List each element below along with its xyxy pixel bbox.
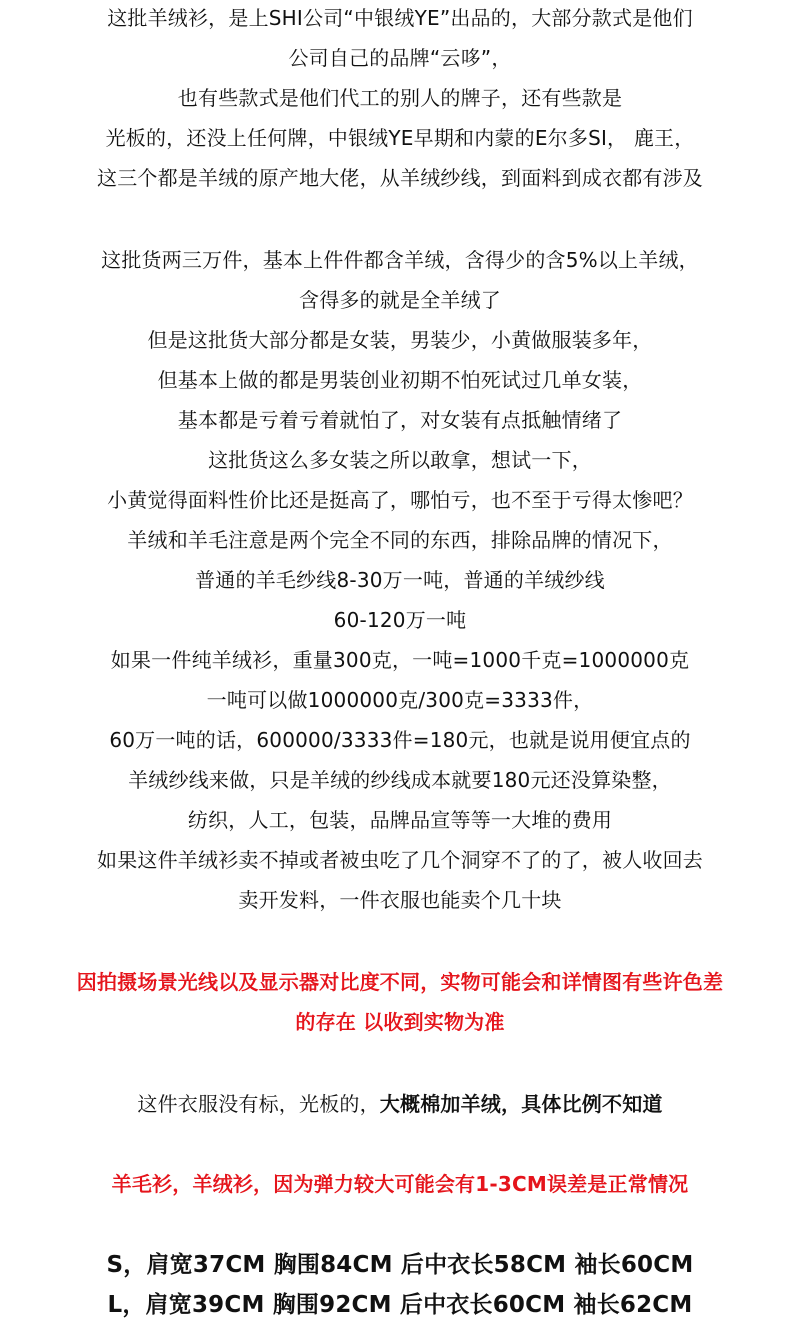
text-line: 但基本上做的都是男装创业初期不怕死试过几单女装， (157, 368, 643, 392)
color-notice-line: 的存在 以收到实物为准 (295, 1010, 505, 1034)
size-row-s: S，肩宽37CM 胸围84CM 后中衣长58CM 袖长60CM (106, 1252, 694, 1278)
text-line: 含得多的就是全羊绒了 (299, 288, 501, 312)
text-line: 光板的，还没上任何牌，中银绒YE早期和内蒙的E尔多SI， 鹿王， (105, 126, 695, 150)
text-line: 但是这批货大部分都是女装，男装少，小黄做服装多年， (147, 328, 653, 352)
text-line: 60万一吨的话，600000/3333件=180元，也就是说用便宜点的 (109, 728, 691, 752)
text-line: 这批货两三万件，基本上件件都含羊绒，含得少的含5%以上羊绒， (101, 248, 699, 272)
text-line: 一吨可以做1000000克/300克=3333件， (206, 688, 594, 712)
text-line: 如果这件羊绒衫卖不掉或者被虫吃了几个洞穿不了的了，被人收回去 (97, 848, 703, 872)
text-line: 也有些款式是他们代工的别人的牌子，还有些款是 (177, 86, 623, 110)
text-line: 小黄觉得面料性价比还是挺高了，哪怕亏，也不至于亏得太惨吧？ (107, 488, 693, 512)
text-line: 如果一件纯羊绒衫，重量300克，一吨=1000千克=1000000克 (110, 648, 690, 672)
text-line: 60-120万一吨 (333, 608, 467, 632)
elastic-note: 羊毛衫，羊绒衫，因为弹力较大可能会有1-3CM误差是正常情况 (111, 1172, 689, 1196)
text-line: 这批货这么多女装之所以敢拿，想试一下， (208, 448, 592, 472)
text-line: 纺织，人工，包装，品牌品宣等等一大堆的费用 (187, 808, 613, 832)
text-line: 羊绒纱线来做，只是羊绒的纱线成本就要180元还没算染整， (128, 768, 672, 792)
text-line: 基本都是亏着亏着就怕了，对女装有点抵触情绪了 (177, 408, 623, 432)
color-notice-line: 因拍摄场景光线以及显示器对比度不同，实物可能会和详情图有些许色差 (76, 970, 724, 994)
label-note-plain: 这件衣服没有标，光板的， (137, 1092, 380, 1116)
size-row-l: L，肩宽39CM 胸围92CM 后中衣长60CM 袖长62CM (107, 1292, 693, 1318)
text-line: 普通的羊毛纱线8-30万一吨，普通的羊绒纱线 (195, 568, 605, 592)
label-note-bold: 大概棉加羊绒，具体比例不知道 (379, 1092, 663, 1116)
text-line: 这三个都是羊绒的原产地大佬，从羊绒纱线，到面料到成衣都有涉及 (97, 166, 703, 190)
text-line: 这批羊绒衫，是上SHI公司“中银绒YE”出品的，大部分款式是他们 (107, 6, 693, 30)
text-line: 公司自己的品牌“云哆”， (288, 46, 512, 70)
label-note (0, 1090, 800, 1118)
text-line: 羊绒和羊毛注意是两个完全不同的东西，排除品牌的情况下， (127, 528, 673, 552)
text-line: 卖开发料，一件衣服也能卖个几十块 (238, 888, 562, 912)
